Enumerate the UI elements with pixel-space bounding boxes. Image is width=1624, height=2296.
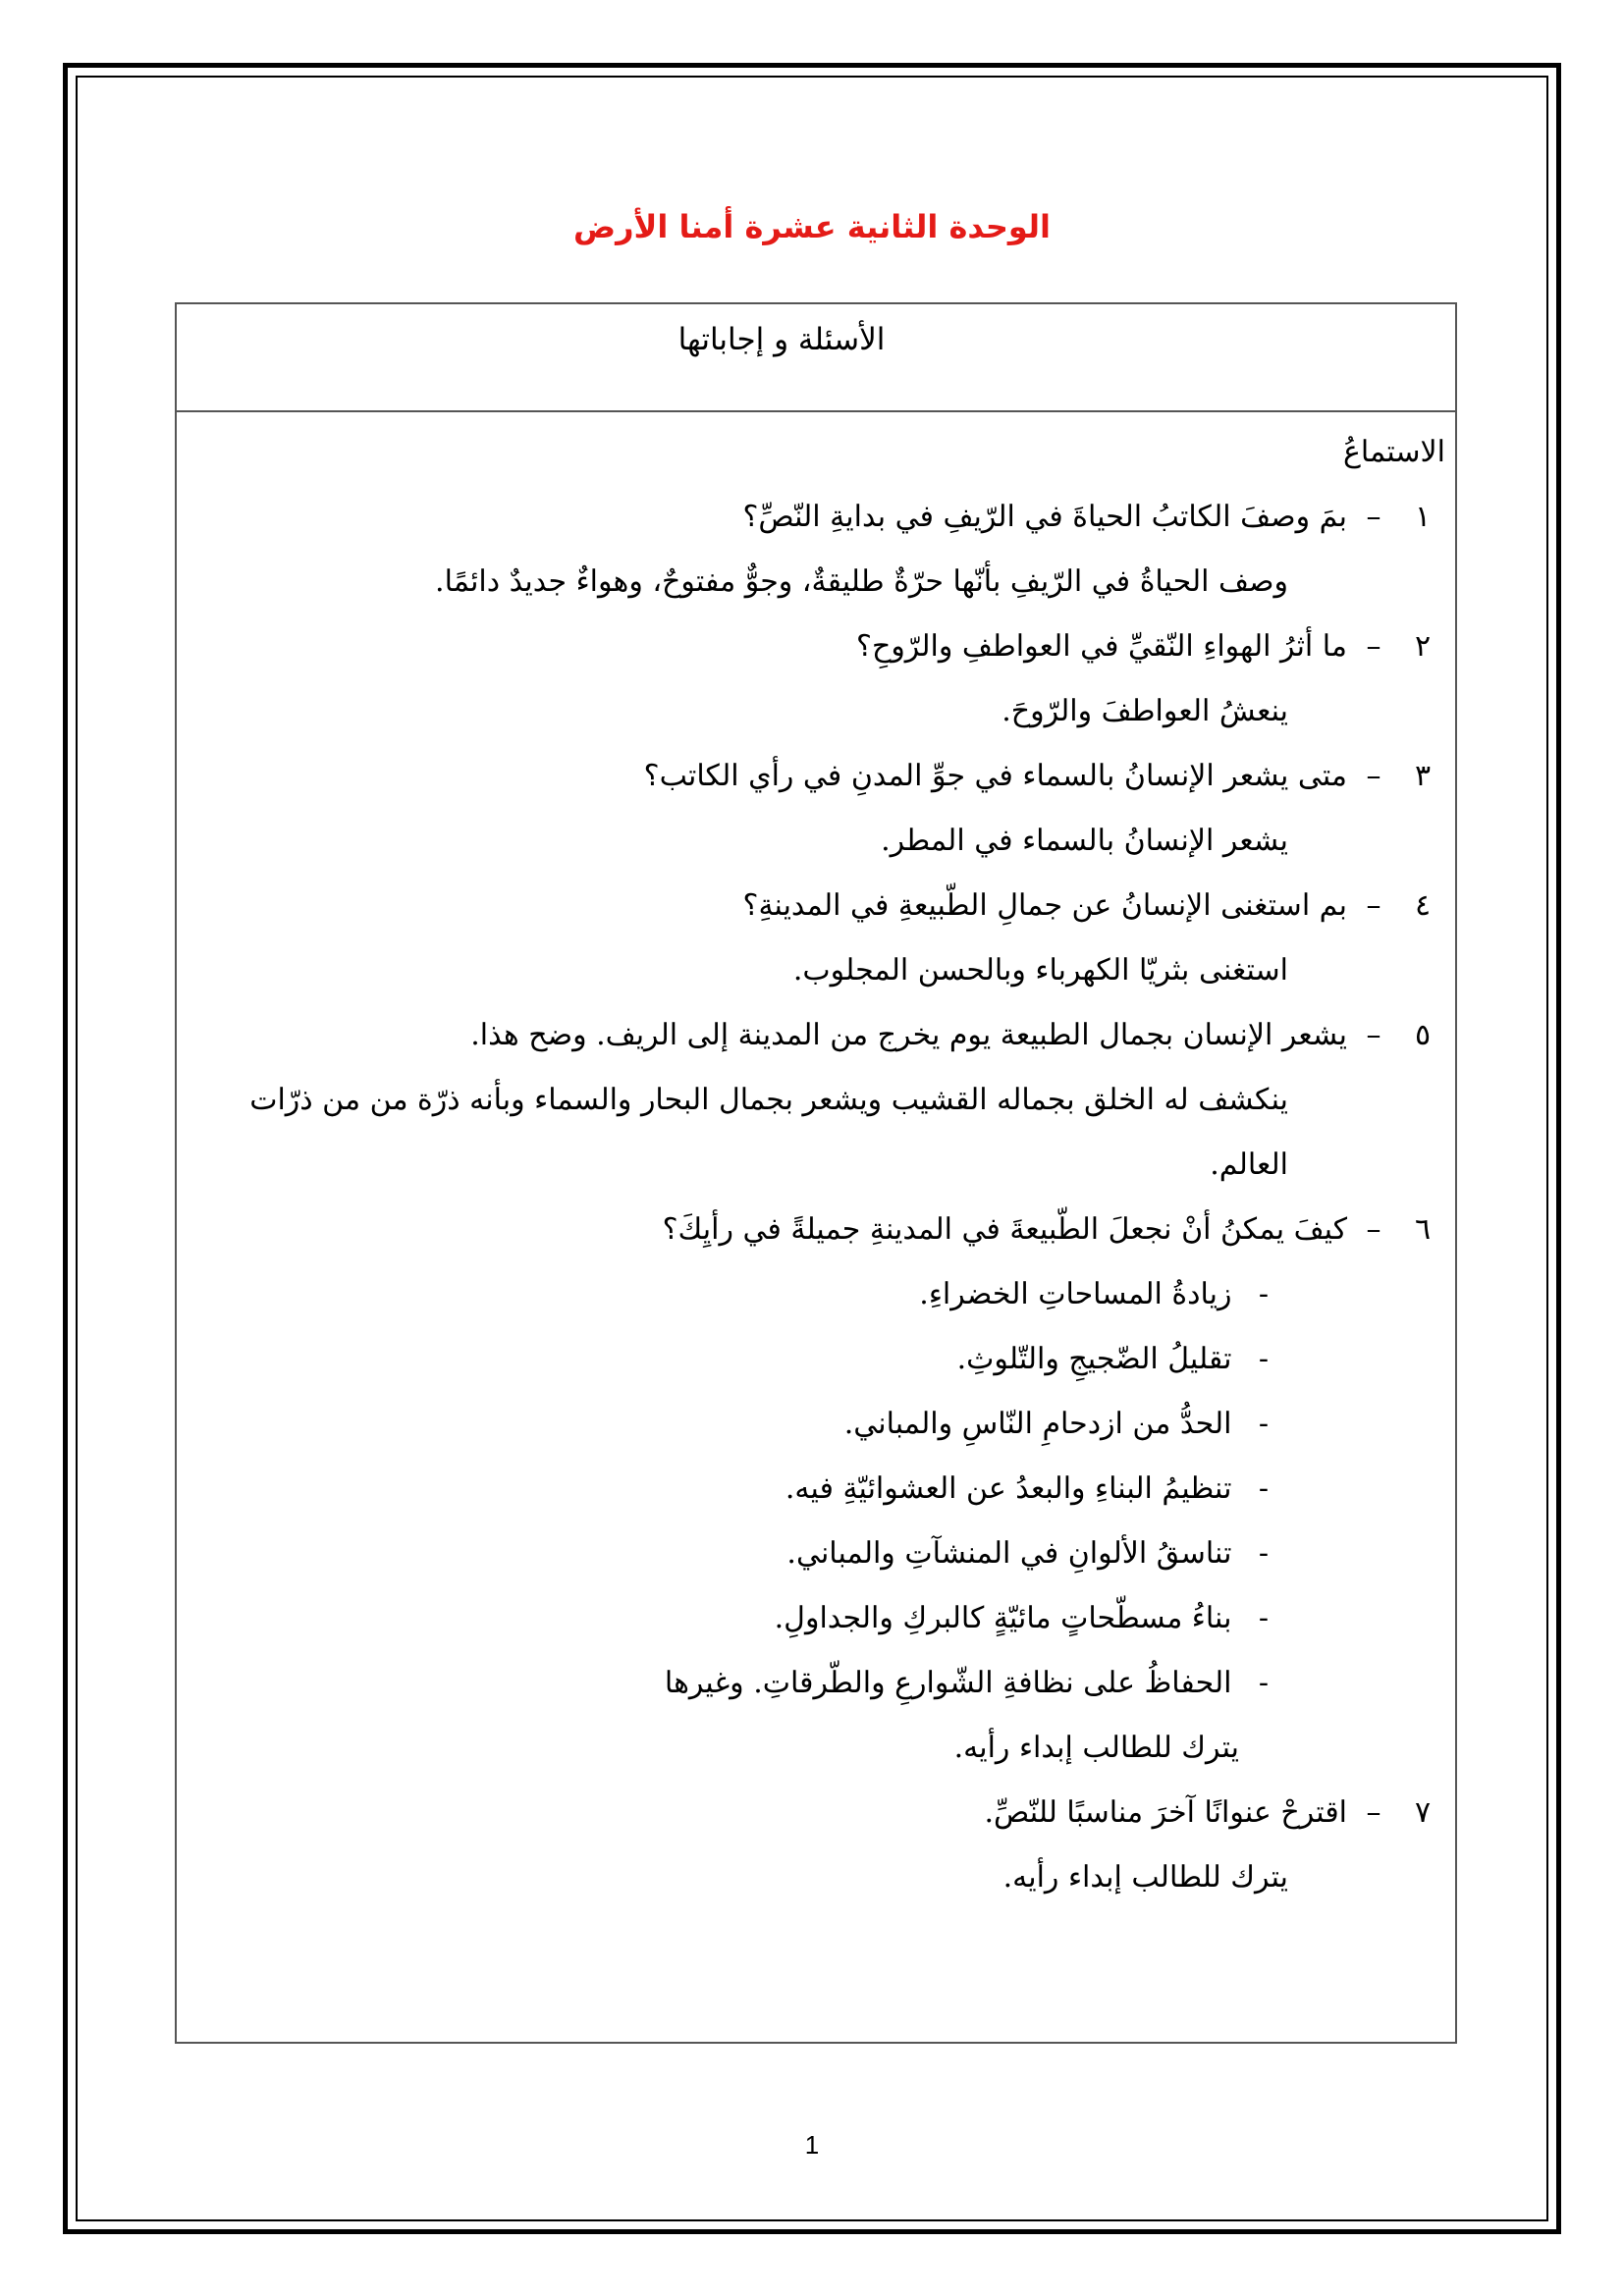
question-number: ١ [1414, 500, 1432, 534]
bullet-text: زيادةُ المساحاتِ الخضراءِ. [919, 1277, 1232, 1311]
bullet-text: تناسقُ الألوانِ في المنشآتِ والمباني. [786, 1536, 1232, 1571]
bullet-dash: - [1258, 1407, 1269, 1441]
question-text: بم استغنى الإنسانُ عن جمالِ الطّبيعةِ في المدينةِ؟ [742, 888, 1347, 923]
answer-6-note: يترك للطالب إبداء رأيه. [953, 1731, 1239, 1765]
answer-6-bullet-3 [187, 1392, 1445, 1457]
question-dash: – [1366, 759, 1381, 793]
question-3 [187, 744, 1445, 809]
question-number: ٢ [1414, 629, 1432, 664]
question-text: متى يشعر الإنسانُ بالسماء في جوِّ المدنِ في رأي الكاتب؟ [643, 759, 1347, 793]
question-5 [187, 1003, 1445, 1068]
qa-table-header [177, 304, 1455, 412]
bullet-dash: - [1258, 1666, 1269, 1700]
qa-table-header-text: الأسئلة و إجاباتها [677, 322, 886, 357]
answer-6-bullet-1 [187, 1262, 1445, 1327]
question-2 [187, 614, 1445, 679]
question-dash: – [1366, 629, 1381, 664]
question-text: اقترحْ عنوانًا آخرَ مناسبًا للنّصِّ. [984, 1795, 1347, 1830]
bullet-text: تنظيمُ البناءِ والبعدُ عن العشوائيّةِ فيه. [785, 1471, 1232, 1506]
question-text: بمَ وصفَ الكاتبُ الحياةَ في الرّيفِ في بدايةِ النّصِّ؟ [742, 500, 1347, 534]
answer-7: يترك للطالب إبداء رأيه. [1002, 1860, 1288, 1895]
unit-title: الوحدة الثانية عشرة أمنا الأرض [573, 208, 1051, 245]
bullet-dash: - [1258, 1277, 1269, 1311]
bullet-text: الحدُّ من ازدحامِ النّاسِ والمباني. [843, 1407, 1232, 1441]
question-dash: – [1366, 1212, 1381, 1247]
bullet-dash: - [1258, 1601, 1269, 1635]
page-number: 1 [804, 2130, 820, 2160]
question-text: ما أثرُ الهواءِ النّقيِّ في العواطفِ والرّوحِ؟ [856, 629, 1347, 664]
question-dash: – [1366, 888, 1381, 923]
section-title: الاستماعُ [1342, 435, 1445, 469]
answer-2: ينعشُ العواطفَ والرّوحَ. [1001, 694, 1288, 728]
answer-5: ينكشف له الخلق بجماله القشيب ويشعر بجمال البحار والسماء وبأنه ذرّة من من ذرّات العالم. [249, 1083, 1288, 1182]
bullet-text: تقليلُ الضّجيجِ والتّلوثِ. [956, 1342, 1232, 1376]
bullet-dash: - [1258, 1471, 1269, 1506]
question-number: ٥ [1414, 1018, 1432, 1052]
answer-6-bullet-2 [187, 1327, 1445, 1392]
bullet-text: بناءُ مسطّحاتٍ مائيّةٍ كالبركِ والجداولِ. [774, 1601, 1232, 1635]
question-7 [187, 1781, 1445, 1845]
question-number: ٣ [1414, 759, 1432, 793]
answer-3: يشعر الإنسانُ بالسماء في المطر. [881, 824, 1288, 858]
question-number: ٤ [1414, 888, 1432, 923]
answer-1: وصف الحياةُ في الرّيفِ بأنّها حرّةٌ طليقةٌ، وجوٌّ مفتوحٌ، وهواءٌ جديدٌ دائمًا. [435, 564, 1288, 599]
bullet-text: الحفاظُ على نظافةِ الشّوارعِ والطّرقاتِ. وغيرها [664, 1666, 1232, 1700]
answer-6-bullet-7 [187, 1651, 1445, 1716]
question-dash: – [1366, 1795, 1381, 1830]
question-number: ٧ [1414, 1795, 1432, 1830]
qa-table [175, 302, 1457, 2044]
answer-6-bullet-5 [187, 1522, 1445, 1586]
question-text: كيفَ يمكنُ أنْ نجعلَ الطّبيعةَ في المدينةِ جميلةً في رأيِكَ؟ [662, 1212, 1347, 1247]
question-6 [187, 1198, 1445, 1262]
qa-content [187, 420, 1445, 1910]
bullet-dash: - [1258, 1536, 1269, 1571]
question-text: يشعر الإنسان بجمال الطبيعة يوم يخرج من المدينة إلى الريف. وضح هذا. [470, 1018, 1347, 1052]
question-4 [187, 874, 1445, 938]
question-dash: – [1366, 1018, 1381, 1052]
answer-6-bullet-4 [187, 1457, 1445, 1522]
question-1 [187, 485, 1445, 550]
answer-4: استغنى بثريّا الكهرباء وبالحسن المجلوب. [792, 953, 1288, 988]
answer-6-bullet-6 [187, 1586, 1445, 1651]
question-number: ٦ [1414, 1212, 1432, 1247]
question-dash: – [1366, 500, 1381, 534]
bullet-dash: - [1258, 1342, 1269, 1376]
